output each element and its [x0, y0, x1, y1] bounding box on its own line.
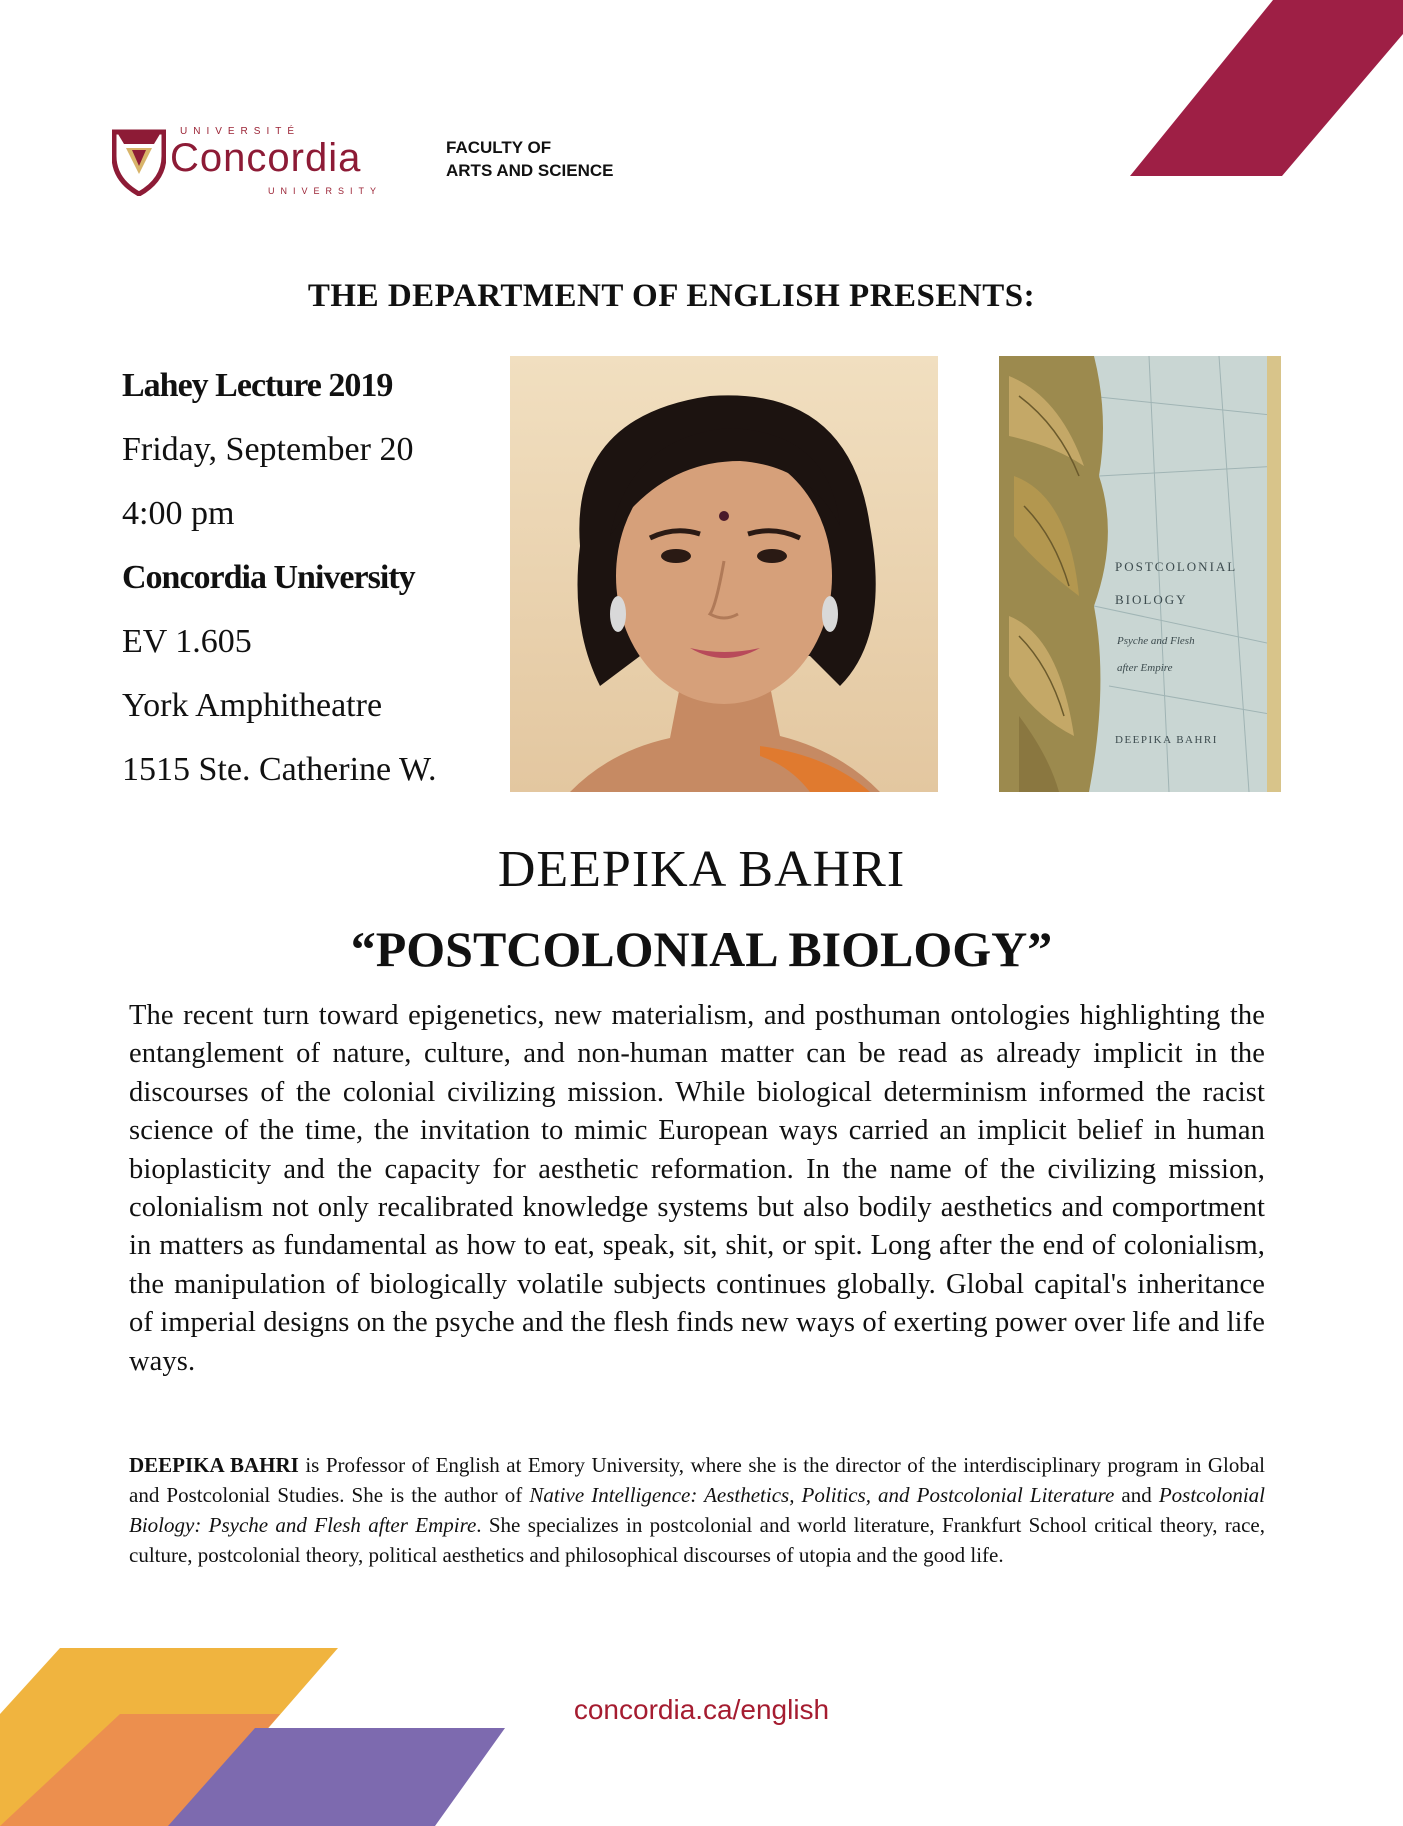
- cover-title-line-2: BIOLOGY: [1115, 592, 1188, 607]
- cover-author: DEEPIKA BAHRI: [1115, 734, 1218, 746]
- bio-text-3: . She specializes in postcolonial and world literature, Frankfurt School critical theory, race, culture, postcolonial theory, political aesthetics and philosophical discourses of utopia and the good life.: [129, 1513, 1265, 1567]
- concordia-logo[interactable]: [112, 126, 412, 198]
- event-details: [122, 360, 436, 808]
- faculty-line-1: FACULTY OF: [446, 138, 552, 157]
- book-cover: [999, 356, 1281, 792]
- event-room: EV 1.605: [122, 623, 252, 660]
- cover-subtitle-line-1: Psyche and Flesh: [1117, 635, 1195, 647]
- faculty-line-2: ARTS AND SCIENCE: [446, 161, 614, 180]
- event-venue: Concordia University: [122, 559, 415, 596]
- lecture-title: “POSTCOLONIAL BIOLOGY”: [350, 921, 1053, 977]
- cover-title-line-1: POSTCOLONIAL: [1115, 559, 1238, 574]
- logo-universite-text: UNIVERSITÉ: [180, 126, 301, 137]
- speaker-photo: [510, 356, 938, 792]
- bio-text-2: and: [1114, 1483, 1159, 1507]
- speaker-photo-illustration: [510, 356, 938, 792]
- bio-text-1: is Professor of English at Emory University, where she is the director of the interdisciplinary program in Global and Postcolonial Studies. She is the author of: [129, 1453, 1265, 1507]
- bio-book-2: Postcolonial Biology: Psyche and Flesh after Empire: [129, 1483, 1266, 1537]
- corner-decoration-top: [1130, 0, 1403, 178]
- event-hall: York Amphitheatre: [122, 687, 383, 724]
- faculty-label: [446, 136, 614, 182]
- event-address: 1515 Ste. Catherine W.: [122, 751, 437, 788]
- logo-wordmark: Concordia: [170, 136, 362, 180]
- event-time: 4:00 pm: [122, 495, 235, 532]
- speaker-bio: [129, 1450, 1265, 1570]
- speaker-name: DEEPIKA BAHRI: [497, 841, 906, 898]
- concordia-shield-icon: [112, 126, 166, 196]
- website-link[interactable]: concordia.ca/english: [573, 1694, 830, 1725]
- bio-book-1: Native Intelligence: Aesthetics, Politics, and Postcolonial Literature: [529, 1483, 1115, 1507]
- corner-decoration-bottom: [0, 1648, 520, 1826]
- bio-speaker-name: DEEPIKA BAHRI: [129, 1453, 299, 1477]
- department-heading: THE DEPARTMENT OF ENGLISH PRESENTS:: [307, 278, 1036, 314]
- event-date: Friday, September 20: [122, 431, 414, 468]
- logo-university-text: UNIVERSITY: [268, 186, 383, 196]
- lecture-abstract: The recent turn toward epigenetics, new materialism, and posthuman ontologies highlighting the entanglement of nature, culture, and non-human matter can be read as already implicit in the discourses of the colonial civilizing mission. While biological determinism informed the racist science of the time, the invitation to mimic European ways carried an implicit belief in human bioplasticity and the capacity for aesthetic reformation. In the name of the civilizing mission, colonialism not only recalibrated knowledge systems but also bodily aesthetics and comportment in matters as fundamental as how to eat, speak, sit, shit, or spit. Long after the end of colonialism, the manipulation of biologically volatile subjects continues globally. Global capital's inheritance of imperial designs on the psyche and the flesh finds new ways of exerting power over life and life ways.: [129, 1000, 1265, 1377]
- lecture-name: Lahey Lecture 2019: [122, 367, 393, 404]
- cover-subtitle-line-2: after Empire: [1117, 662, 1173, 674]
